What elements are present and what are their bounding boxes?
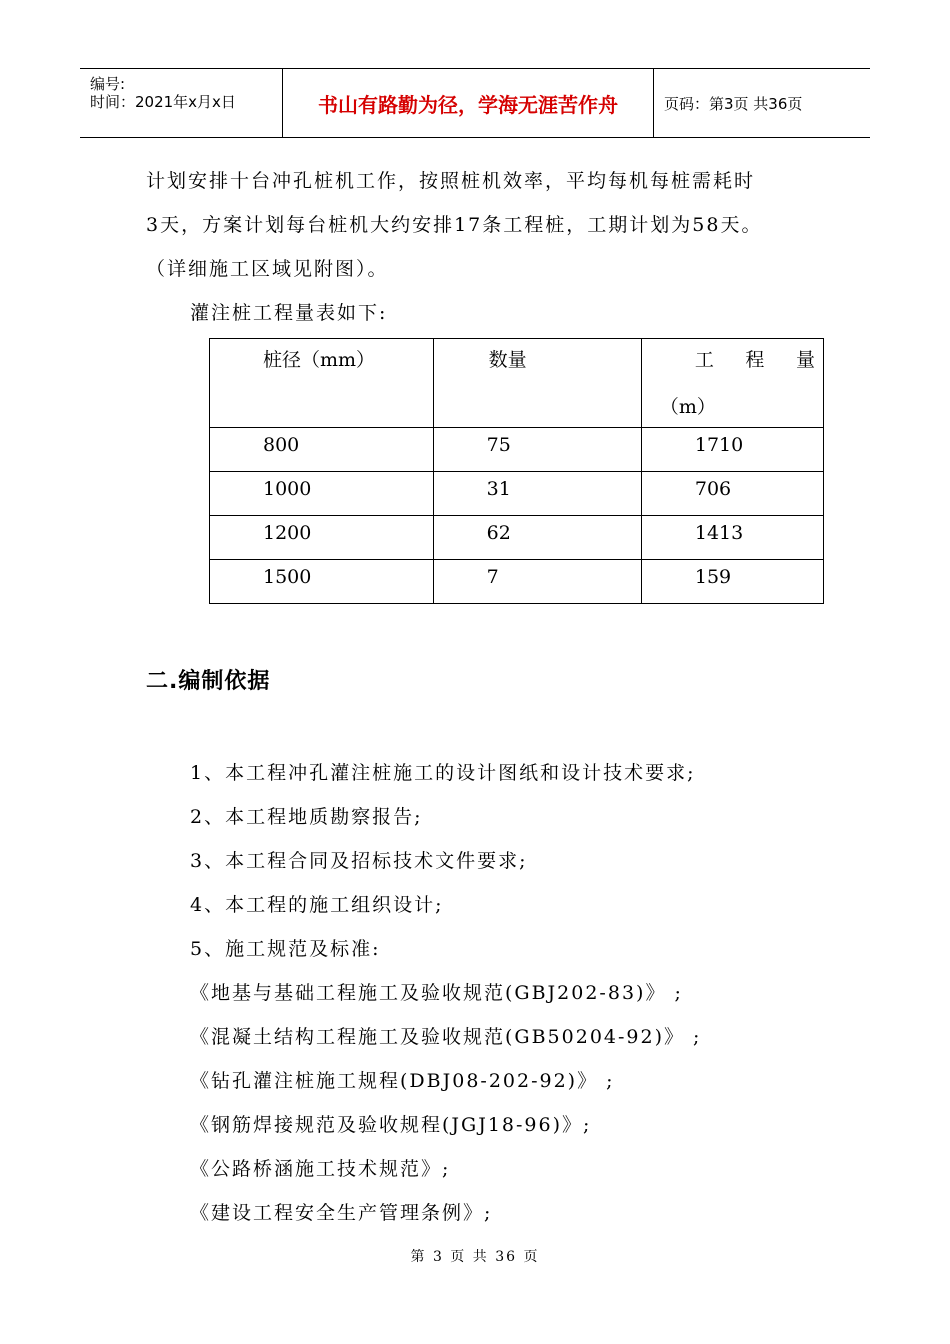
cell-quantity: 1413: [694, 522, 744, 544]
table-cell: [641, 472, 823, 516]
intro-line-1: 计划安排十台冲孔桩机工作，按照桩机效率，平均每机每桩需耗时: [146, 170, 756, 192]
list-item: 《建设工程安全生产管理条例》;: [190, 1202, 493, 1224]
time-label: 时间：2021年x月x日: [90, 93, 236, 111]
header-quantity-char: 工: [694, 349, 714, 371]
table-cell: [210, 516, 434, 560]
header-cell: [433, 339, 641, 428]
header-cell: [210, 339, 434, 428]
cell-quantity: 1710: [694, 434, 744, 456]
list-item: 5、施工规范及标准:: [190, 938, 381, 960]
table-row: [210, 516, 824, 560]
table-cell: [210, 560, 434, 604]
table-cell: [210, 472, 434, 516]
table-row: [210, 560, 824, 604]
table-row: [210, 428, 824, 472]
table-cell: [641, 516, 823, 560]
list-item: 《公路桥涵施工技术规范》;: [190, 1158, 451, 1180]
header-quantity-unit: （m）: [659, 396, 716, 418]
pile-quantity-table: [209, 338, 824, 604]
list-item: 《地基与基础工程施工及验收规范(GBJ202-83)》 ;: [190, 982, 683, 1004]
table-cell: [433, 560, 641, 604]
table-cell: [433, 516, 641, 560]
cell-diameter: 1200: [263, 522, 312, 544]
list-item: 4、本工程的施工组织设计;: [190, 894, 444, 916]
cell-quantity: 706: [694, 478, 732, 500]
list-item: 3、本工程合同及招标技术文件要求;: [190, 850, 528, 872]
table-header-row: [210, 339, 824, 428]
intro-line-2: 3天，方案计划每台桩机大约安排17条工程桩，工期计划为58天。: [146, 214, 763, 236]
list-item: 2、本工程地质勘察报告;: [190, 806, 423, 828]
table-cell: [433, 428, 641, 472]
cell-diameter: 800: [263, 434, 300, 456]
table-cell: [641, 560, 823, 604]
cell-diameter: 1500: [263, 566, 312, 588]
table-cell: [433, 472, 641, 516]
table-row: [210, 472, 824, 516]
header-page-info: 页码：第3页 共36页: [664, 94, 803, 113]
header-cell: [641, 339, 823, 428]
table-cell: [641, 428, 823, 472]
list-item: 《钢筋焊接规范及验收规程(JGJ18-96)》;: [190, 1114, 592, 1136]
cell-count: 31: [486, 478, 511, 500]
header-quantity-char: 程: [745, 349, 765, 371]
section-title: 二.编制依据: [146, 669, 271, 694]
number-label: 编号:: [90, 75, 126, 93]
page-footer: 第 3 页 共 36 页: [410, 1249, 540, 1265]
cell-count: 62: [486, 522, 511, 544]
list-item: 《钻孔灌注桩施工规程(DBJ08-202-92)》 ;: [190, 1070, 615, 1092]
cell-quantity: 159: [694, 566, 732, 588]
header-motto: 书山有路勤为径，学海无涯苦作舟: [282, 69, 654, 137]
list-item: 1、本工程冲孔灌注桩施工的设计图纸和设计技术要求;: [190, 762, 696, 784]
cell-count: 75: [486, 434, 511, 456]
header-quantity-char: 量: [795, 349, 815, 371]
page-header: [80, 68, 870, 138]
header-meta: [80, 69, 280, 137]
table-cell: [210, 428, 434, 472]
header-count: 数量: [488, 349, 527, 371]
cell-count: 7: [486, 566, 499, 588]
list-item: 《混凝土结构工程施工及验收规范(GB50204-92)》 ;: [190, 1026, 702, 1048]
cell-diameter: 1000: [263, 478, 312, 500]
intro-line-3: （详细施工区域见附图）。: [146, 258, 389, 280]
header-quantity: [642, 345, 823, 372]
header-diameter: 桩径（mm）: [263, 349, 376, 371]
table-caption: 灌注桩工程量表如下:: [190, 302, 388, 324]
